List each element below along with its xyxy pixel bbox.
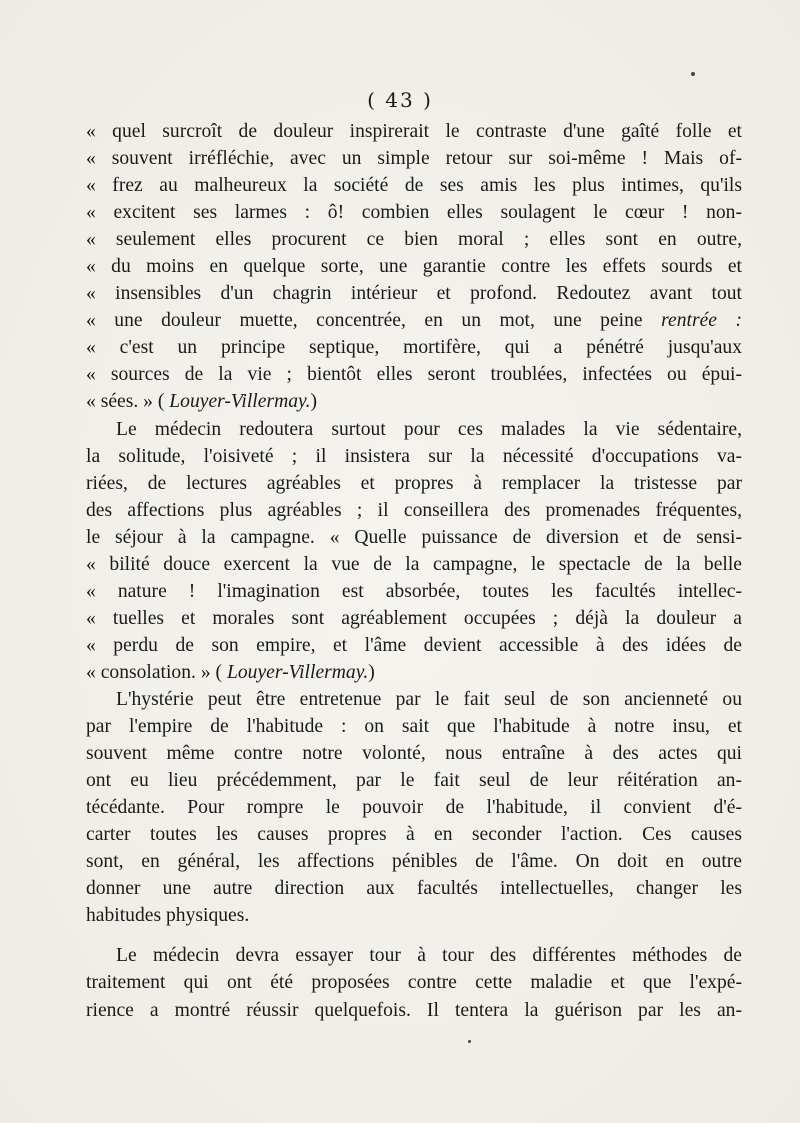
text-line [86,416,742,443]
text-line [86,969,742,996]
text-line [86,443,742,470]
text-line [86,578,742,605]
italic-text: Louyer-Villermay. [169,391,311,413]
text-run: « quel surcroît de douleur inspirerait le contraste d'une gaîté folle et [86,121,742,142]
text-run: par l'empire de l'habitude : on sait que l'habitude à notre insu, et [86,716,742,738]
text-line [86,997,742,1024]
text-run: « frez au malheureux la société de ses amis les plus intimes, qu'ils [86,175,742,197]
text-line [86,605,742,632]
text-run: la solitude, l'oisiveté ; il insistera sur la nécessité d'occupations va- [86,445,742,467]
text-run: « du moins en quelque sorte, une garantie contre les effets sourds et [86,256,742,278]
text-line [86,226,742,253]
text-line [86,821,742,848]
text-run: L'hystérie peut être entretenue par le fait seul de son ancienneté ou [116,688,742,710]
text-run: rience a montré réussir quelquefois. Il tentera la guérison par les an- [86,999,742,1021]
text-run: ) [368,661,375,683]
text-run: des affections plus agréables ; il conseillera des promenades fréquentes, [86,499,742,521]
text-line [86,875,742,902]
text-run: « souvent irréfléchie, avec un simple retour sur soi-même ! Mais of- [86,148,742,170]
text-line [86,388,742,415]
text-run: souvent même contre notre volonté, nous entraîne à des actes qui [86,743,742,765]
text-line [86,145,742,172]
text-line [86,253,742,280]
italic-text: Louyer-Villermay. [226,661,369,683]
text-run: « insensibles d'un chagrin intérieur et profond. Redoutez avant tout [86,283,742,305]
text-run: « sources de la vie ; bientôt elles seront troublées, infectées ou épui- [86,364,742,386]
text-run: riées, de lectures agréables et propres à remplacer la tristesse par [86,472,742,494]
text-line [86,307,742,334]
page-body-text [86,118,742,1024]
text-run: « tuelles et morales sont agréablement occupées ; déjà la douleur a [86,607,742,629]
text-run: ont eu lieu précédemment, par le fait seul de leur réitération an- [86,770,742,792]
speck-mark [691,72,695,76]
paragraph-gap [86,929,742,942]
text-run: donner une autre direction aux facultés intellectuelles, changer les [86,878,742,900]
text-run: ) [310,391,318,413]
text-line [86,902,742,929]
text-line [86,172,742,199]
page-number: ( 43 ) [367,88,433,112]
text-run: « consolation. » ( [86,661,227,683]
text-run: « nature ! l'imagination est absorbée, toutes les facultés intellec- [86,580,742,602]
text-line [86,659,742,686]
text-run: « seulement elles procurent ce bien moral ; elles sont en outre, [86,229,742,251]
text-line [86,632,742,659]
text-line [86,470,742,497]
text-line [86,942,742,969]
text-run: le séjour à la campagne. « Quelle puissance de diversion et de sensi- [86,526,742,548]
text-line [86,118,742,145]
text-line [86,794,742,821]
text-line [86,524,742,551]
text-run: Le médecin redoutera surtout pour ces malades la vie sédentaire, [116,418,742,440]
text-run: « perdu de son empire, et l'âme devient accessible à des idées de [86,634,742,656]
text-line [86,361,742,388]
text-run: « une douleur muette, concentrée, en un mot, une peine [86,310,662,332]
text-run: « sées. » ( [86,391,170,413]
text-run: traitement qui ont été proposées contre cette maladie et que l'expé- [86,972,742,994]
text-line [86,740,742,767]
text-run: habitudes physiques. [86,905,250,927]
text-line [86,334,742,361]
text-line [86,280,742,307]
speck-mark [468,1040,471,1043]
text-run: « bilité douce exercent la vue de la campagne, le spectacle de la belle [86,553,742,575]
text-line [86,551,742,578]
text-run: sont, en général, les affections pénibles de l'âme. On doit en outre [86,851,742,873]
text-run: « excitent ses larmes : ô! combien elles soulagent le cœur ! non- [86,202,742,224]
text-line [86,686,742,713]
text-line [86,497,742,524]
text-run: Le médecin devra essayer tour à tour des différentes méthodes de [116,945,742,967]
text-line [86,199,742,226]
text-line [86,767,742,794]
text-run: técédante. Pour rompre le pouvoir de l'habitude, il convient d'é- [86,797,742,819]
text-run: carter toutes les causes propres à en seconder l'action. Ces causes [86,824,742,846]
text-run: « c'est un principe septique, mortifère, qui a pénétré jusqu'aux [86,337,742,359]
italic-text: rentrée : [661,310,742,332]
text-line [86,848,742,875]
text-line [86,713,742,740]
